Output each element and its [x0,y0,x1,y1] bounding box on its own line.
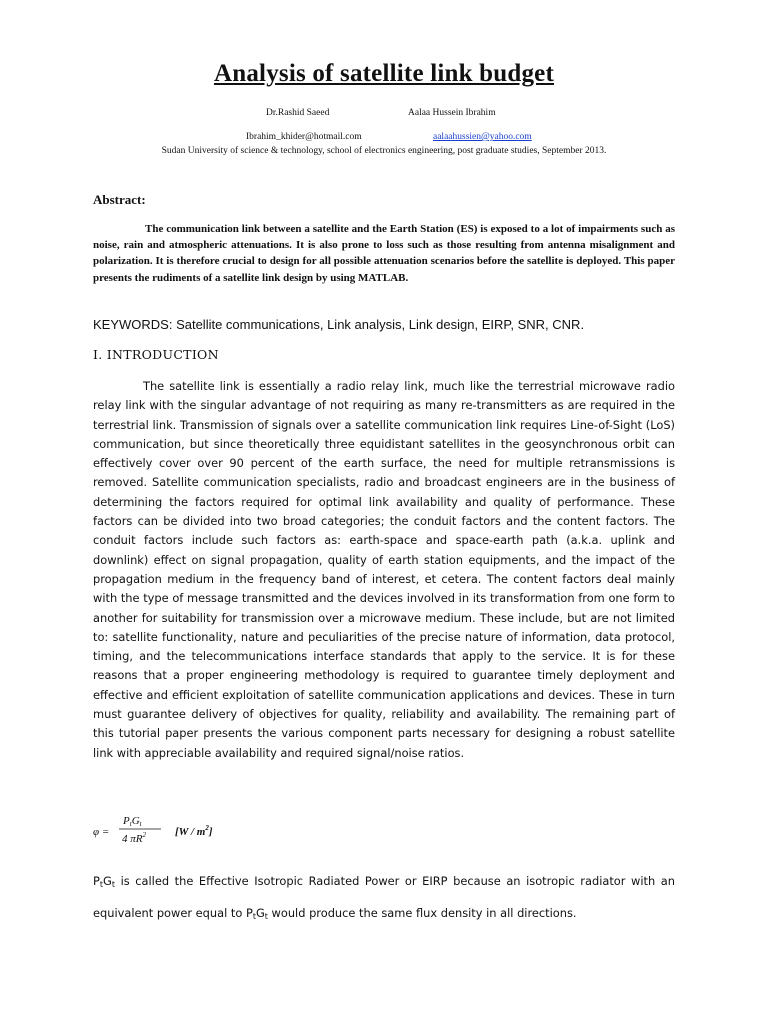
svg-text:[W / m2]: $[W / m^2]$ [175,824,213,838]
formula-lhs: φ = [93,826,110,838]
svg-text:4 πR2: 4 $\pi R^2$ [122,831,146,845]
formula-den: 4 πR [122,833,143,845]
keywords-line: KEYWORDS: Satellite communications, Link analysis, Link design, EIRP, SNR, CNR. [93,317,585,332]
author-name-2: Aalaa Hussein Ibrahim [408,108,496,118]
section-heading-introduction: I. INTRODUCTION [93,347,219,362]
abstract-heading: Abstract: [93,192,146,207]
abstract-text: The communication link between a satellite and the Earth Station (ES) is exposed to a lot of impairments such as noise, rain and atmospheric attenuations. It is also prone to loss such as those resulting from antenna misalignment and polarization. It is therefore crucial to design for all possible attenuation scenarios before the satellite is deployed. This paper presents the rudiments of a satellite link design by using MATLAB. [93,223,675,284]
paper-title: Analysis of satellite link budget [214,60,554,87]
introduction-paragraph: The satellite link is essentially a radio relay link, much like the terrestrial microwave radio relay link with the singular advantage of not requiring as many re-transmitters as are required in the terrestrial link. Transmission of signals over a satellite communication link requires Line-of-Sight (LoS) communication, but since theoretically three equidistant satellites in the geosynchronous orbit can effectively cover over 90 percent of the earth surface, the need for multiple retransmissions is removed. Satellite communication specialists, radio and broadcast engineers are in the business of determining the factors required for optimal link availability and quality of performance. These factors can be divided into two broad categories; the conduit factors and the content factors. The conduit factors include such factors as: earth-space and space-earth path (a.k.a. uplink and downlink) effect on signal propagation, quality of earth station equipments, and the impact of the propagation medium in the frequency band of interest, et cetera. The content factors deal mainly with the type of message transmitted and the devices involved in its transformation from one form to another for suitability for transmission over a microwave medium. These include, but are not limited to: satellite functionality, nature and peculiarities of the precise nature of information, data protocol, timing, and the telecommunications interface standards that apply to the service. It is for these reasons that a proper engineering methodology is required to guarantee timely deployment and effective and efficient exploitation of satellite communication applications and devices. These in turn must guarantee delivery of objectives for quality, reliability and availability. The remaining part of this tutorial paper presents the various component parts necessary for designing a robust satellite link with appreciable availability and required signal/noise ratios. [93,379,675,760]
affiliation: Sudan University of science & technology, school of electronics engineering, post graduate studies, September 2013. [161,146,607,156]
author-name-1: Dr.Rashid Saeed [266,108,330,118]
formula-units: [W / m [175,826,206,838]
formula-num-p: P [123,815,130,827]
author-email-1: Ibrahim_khider@hotmail.com [246,132,362,142]
eirp-paragraph: $P_tG_t$ is called the Effective Isotropic Radiated Power or EIRP because an isotropic radiator with an equivalent power equal to $P_tG_t$ would produce the same flux density in all directions. [93,874,675,921]
flux-density-formula [93,810,253,850]
svg-text:PtGt: PtGt [123,815,142,828]
author-email-link-2[interactable]: aalaahussien@yahoo.com [433,132,532,142]
